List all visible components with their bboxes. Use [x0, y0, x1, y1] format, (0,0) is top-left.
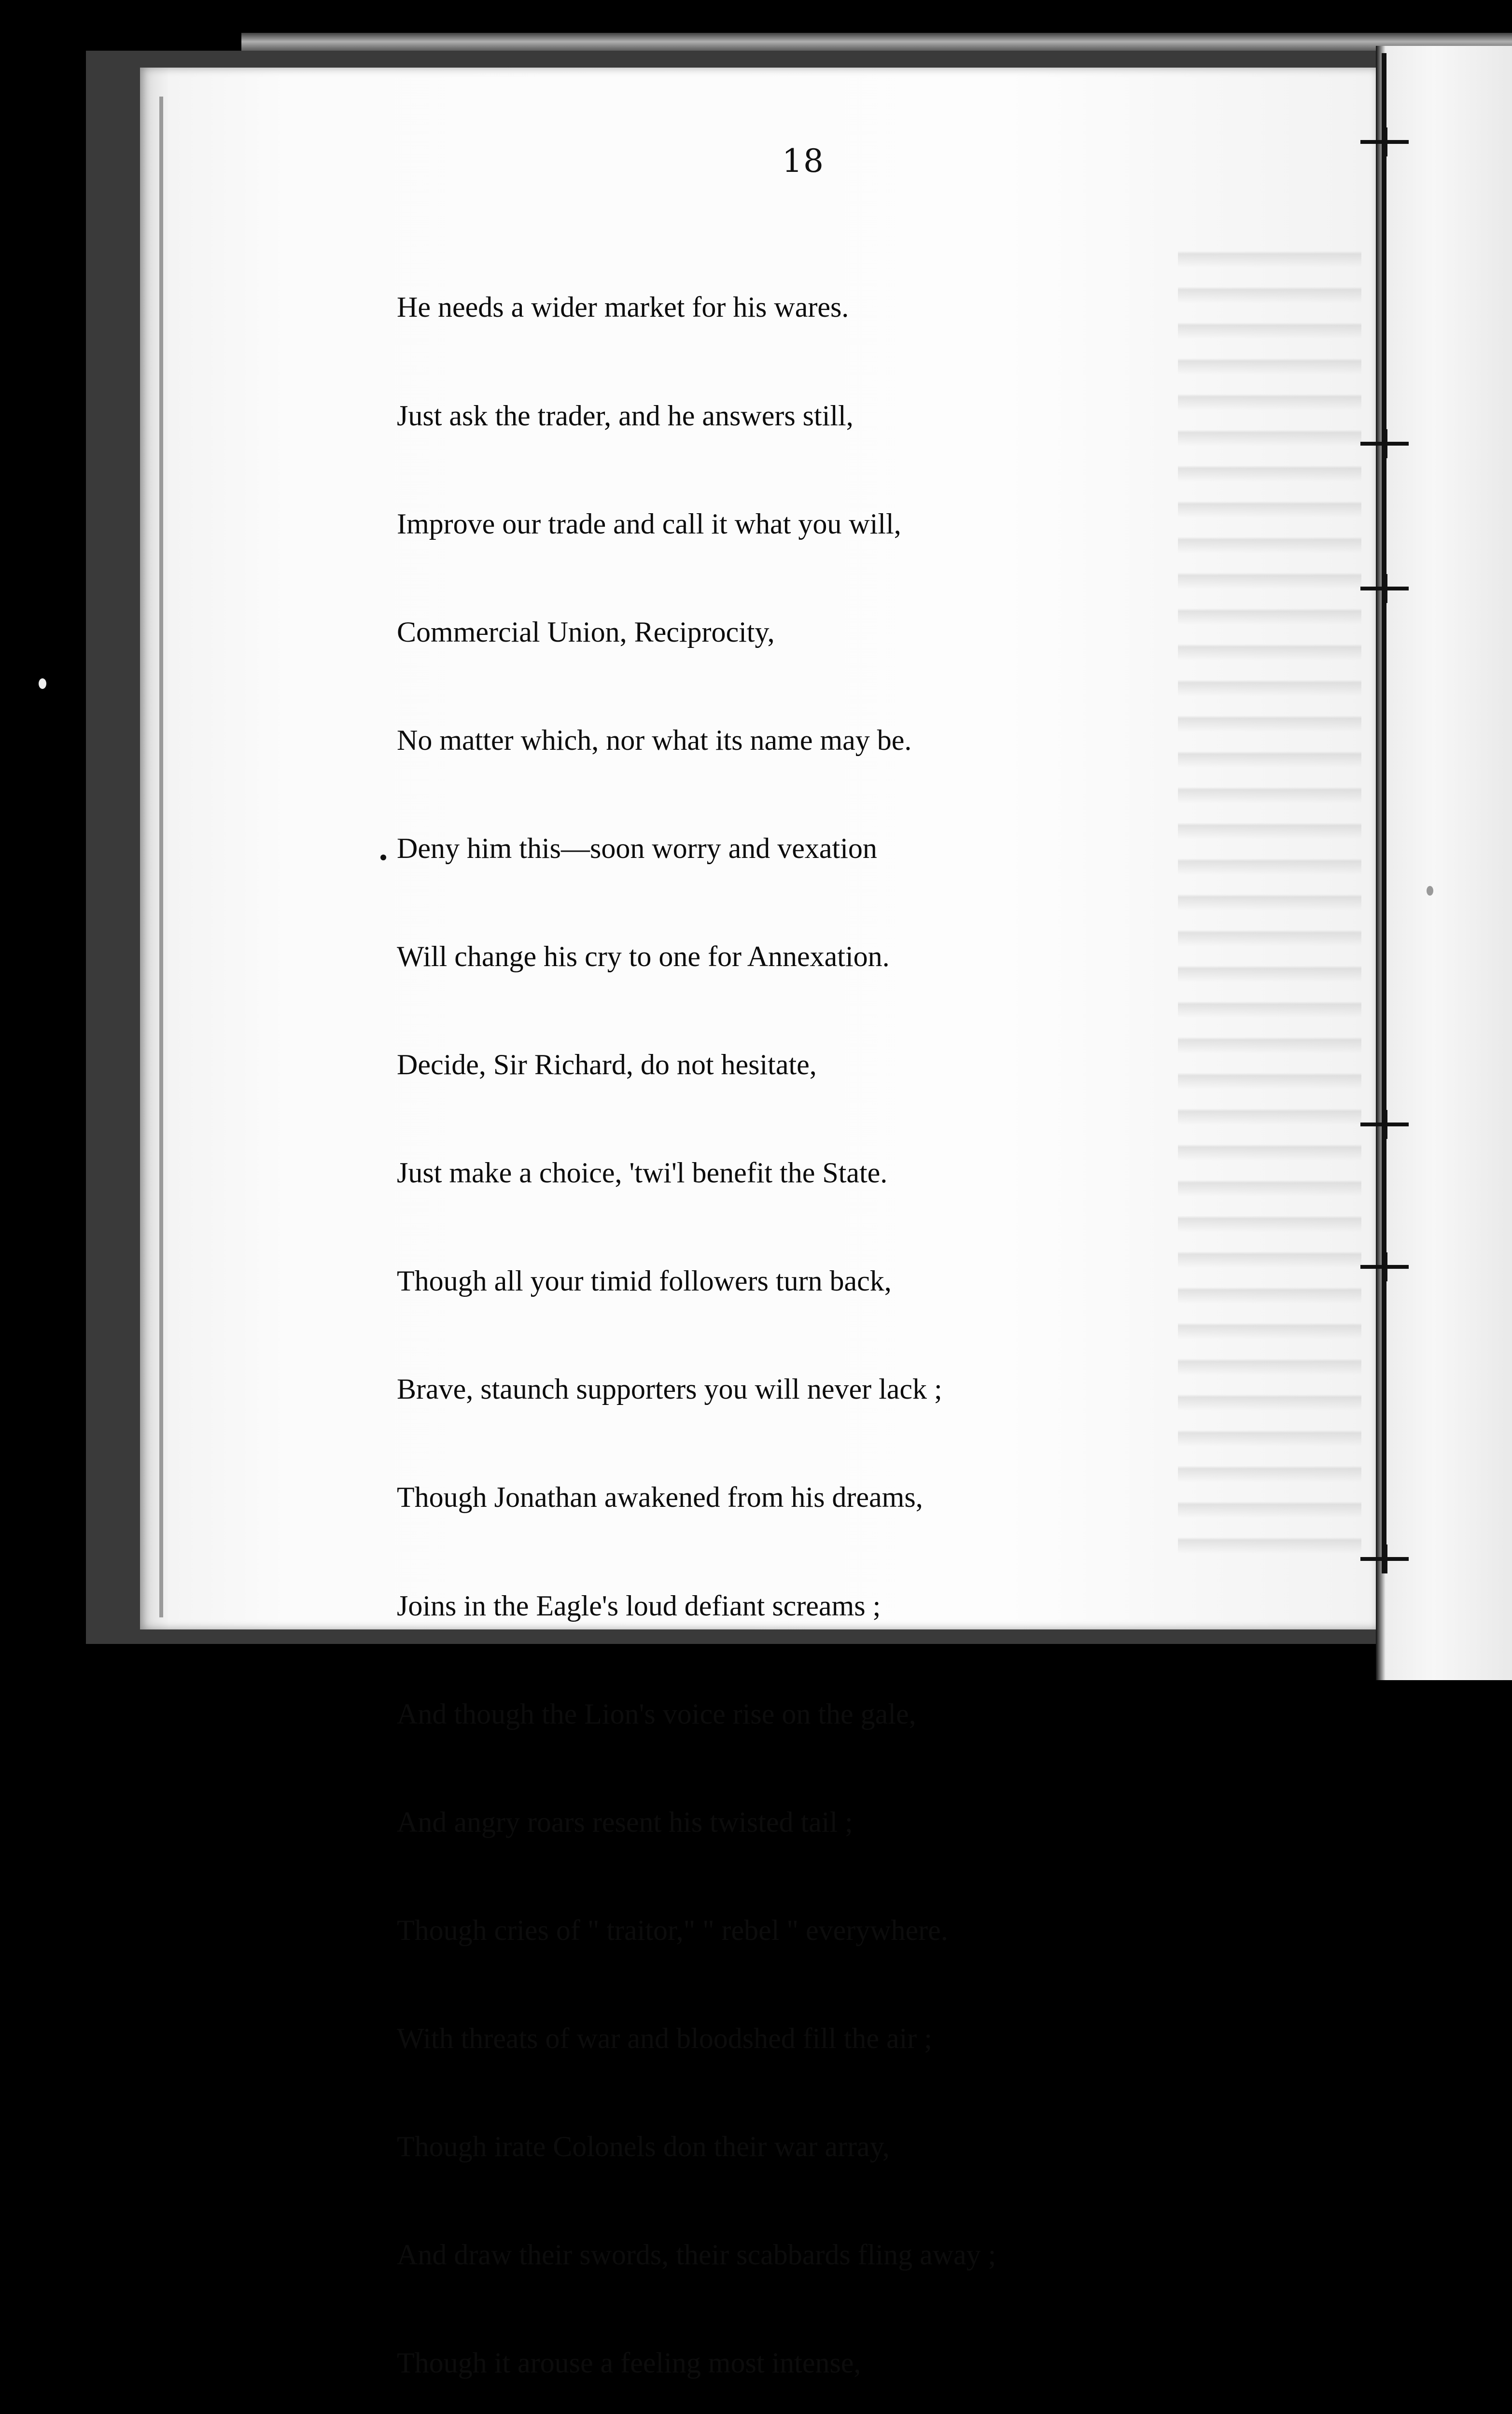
binding-stitch: [1360, 1265, 1409, 1269]
poem-line: He needs a wider market for his wares.: [397, 291, 849, 323]
poem-line: Improve our trade and call it what you will,: [397, 507, 901, 540]
poem-line: Decide, Sir Richard, do not hesitate,: [397, 1049, 817, 1081]
binding-stitch: [1360, 1557, 1409, 1561]
facing-page-edge: [1376, 46, 1512, 1680]
poem-line: Just ask the trader, and he answers still,: [397, 399, 854, 432]
binding-stitch: [1360, 1123, 1409, 1126]
speck-mark: [39, 678, 46, 689]
poem-line: With threats of war and bloodshed fill the air ;: [397, 2022, 932, 2054]
poem-line: And draw their swords, their scabbards fling away ;: [397, 2239, 996, 2271]
poem-line: Though it arouse a feeling most intense,: [397, 2347, 861, 2379]
poem-line: No matter which, nor what its name may be.: [397, 724, 912, 756]
binding-stitch: [1360, 587, 1409, 590]
binding-thread: [1382, 53, 1386, 1569]
poem-line: Though Jonathan awakened from his dreams,: [397, 1481, 923, 1514]
poem-line: Will change his cry to one for Annexation.: [397, 940, 890, 972]
poem-line: Just make a choice, 'twi'l benefit the State.: [397, 1157, 888, 1189]
poem-line: Commercial Union, Reciprocity,: [397, 616, 775, 648]
poem-line: Though irate Colonels don their war array,: [397, 2131, 890, 2162]
page-fold-shadow: [159, 97, 163, 1617]
poem-line: Brave, staunch supporters you will never lack ;: [397, 1373, 942, 1405]
binding-stitch: [1360, 140, 1409, 144]
poem-text: [397, 217, 1314, 2414]
poem-line: Joins in the Eagle's loud defiant screams ;: [397, 1589, 881, 1622]
poem-line: Deny him this—soon worry and vexation: [397, 832, 877, 864]
poem-line: And angry roars resent his twisted tail ;: [397, 1806, 853, 1838]
poem-line: And though the Lion's voice rise on the gale,: [397, 1698, 916, 1730]
margin-mark: [380, 855, 386, 860]
poem-line: Though cries of " traitor," " rebel " everywhere.: [397, 1914, 948, 1946]
page-number: 18: [782, 142, 825, 180]
binding-stitch: [1360, 442, 1409, 446]
speck-mark: [1427, 886, 1433, 896]
poem-line: Though all your timid followers turn back,: [397, 1265, 892, 1297]
